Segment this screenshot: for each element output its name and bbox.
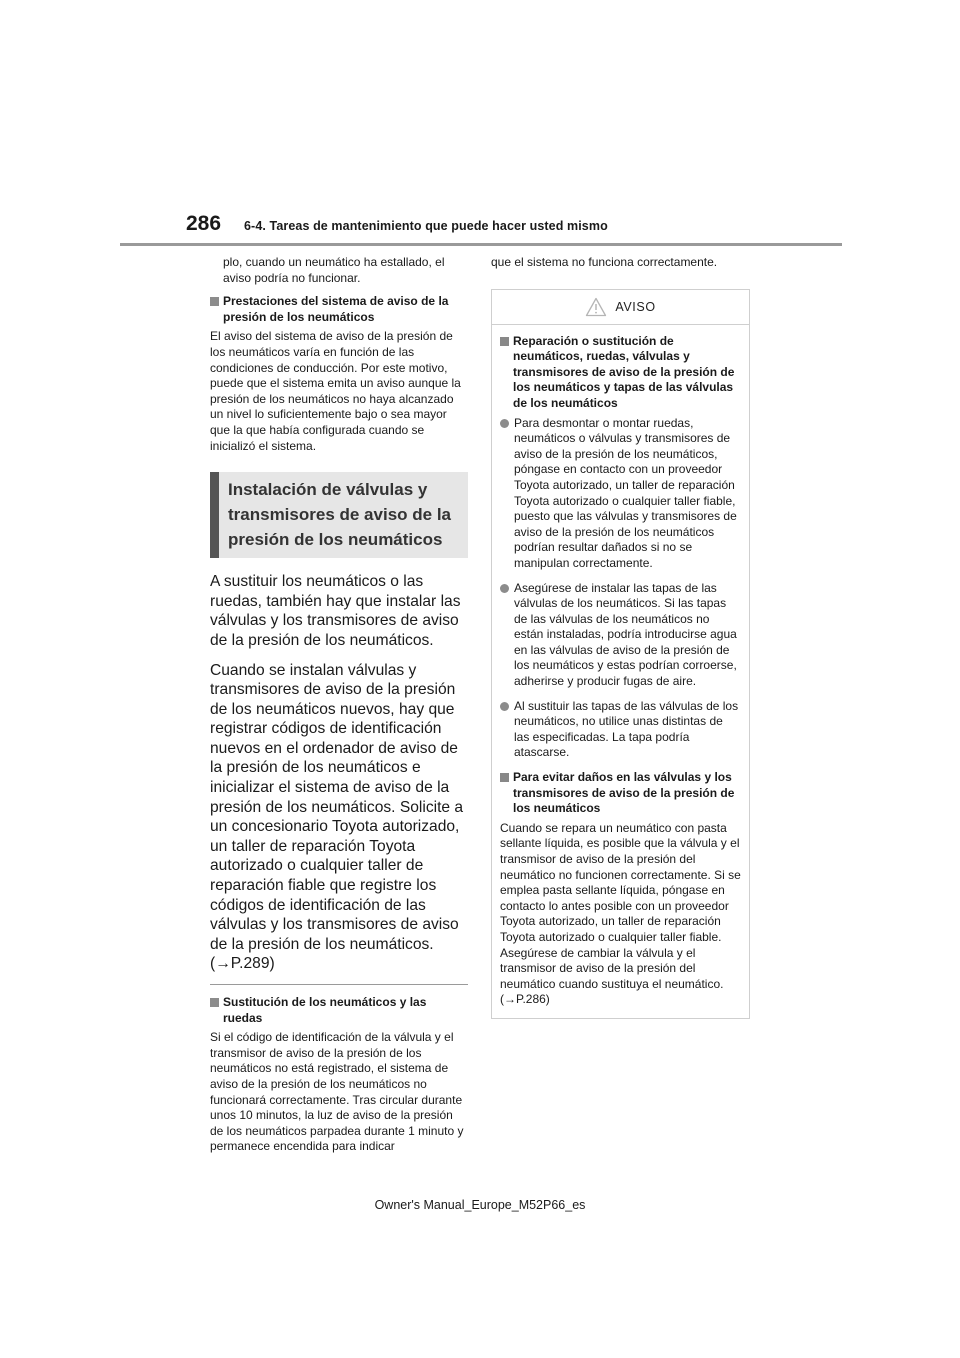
subsection-heading-replacement [210,995,468,1026]
page-number: 286 [186,212,222,235]
notice-bullet-text: Al sustituir las tapas de las válvulas de los neumáticos, no utilice unas distintas de las especificadas. La tapa podría atascarse. [514,698,739,760]
footer-text: Owner's Manual_Europe_M52P66_es [374,1198,586,1212]
warning-triangle-icon [585,297,607,317]
continued-text-right: que el sistema no funciona correctamente. [491,255,718,269]
square-bullet-icon [500,337,509,346]
right-column [491,255,750,1019]
circle-bullet-icon [500,702,509,711]
subsection-title: Prestaciones del sistema de aviso de la presión de los neumáticos [223,294,449,324]
circle-bullet-icon [500,584,509,593]
notice-bullet [500,699,741,761]
square-bullet-icon [210,297,219,306]
section-heading-box [210,472,468,558]
notice-box [491,289,750,1019]
notice-text: Cuando se repara un neumático con pasta sellante líquida, es posible que la válvula y el transmisor de aviso de la presión del neumático no funcionen correctamente. Si se emplea pasta sellante líquida, póngase en contacto lo antes posible con un proveedor Toyota autorizado, un taller de reparación Toyota autorizado o cualquier taller fiable. Asegúrese de cambiar la válvula y el transmisor de aviso de la presión del neumático cuando sustituya el neumático. (→P.286) [500,820,741,1007]
header-rule [120,243,842,246]
body-paragraph-2: Cuando se instalan válvulas y transmisores de aviso de la presión de los neumáticos nuevos, hay que registrar códigos de identificación nuevos en el ordenador de aviso de la presión de los neumáticos e inicializar el sistema de aviso de la presión de los neumáticos. Solicite a un concesionario Toyota autorizado, un taller de reparación Toyota autorizado o cualquier taller de reparación fiable que registre los códigos de identificación de las válvulas y los transmisores de aviso de la presión de los neumáticos. (→P.289) [210,661,464,973]
subsection-title: Sustitución de los neumáticos y las ruedas [223,995,427,1025]
circle-bullet-icon [500,419,509,428]
left-column [210,255,468,1163]
section-title: 6-4. Tareas de mantenimiento que puede hacer usted mismo [244,219,608,233]
section-heading: Instalación de válvulas y transmisores de aviso de la presión de los neumáticos [228,480,451,550]
continued-text-left: plo, cuando un neumático ha estallado, el aviso podría no funcionar. [223,255,445,285]
notice-body [492,325,749,1008]
body-paragraph-1: A sustituir los neumáticos o las ruedas, también hay que instalar las válvulas y los transmisores de aviso de la presión de los neumáticos. [210,573,461,649]
notice-heading-text: Para evitar daños en las válvulas y los transmisores de aviso de la presión de los neumáticos [513,770,735,816]
notice-heading-text: Reparación o sustitución de neumáticos, ruedas, válvulas y transmisores de aviso de la presión de los neumáticos y tapas de las válvulas de los neumáticos [513,333,735,410]
notice-label: AVISO [615,299,656,314]
subsection-text: El aviso del sistema de aviso de la presión de los neumáticos varía en función de las condiciones de conducción. Por este motivo, puede que el sistema emita un aviso aunque la presión de los neumáticos no haya alcanzado un nivel lo suficientemente bajo o sea mayor que la que había configurada cuando se inicializó el sistema. [210,329,461,453]
subsection-text: Si el código de identificación de la válvula y el transmisor de aviso de la presión de los neumáticos no está registrado, el sistema de aviso de la presión de los neumáticos no funcionará correctamente. Tras circular durante unos 10 minutos, la luz de aviso de la presión de los neumáticos parpadea durante 1 minuto y permanece encendida para indicar [210,1030,464,1154]
notice-bullet-text: Asegúrese de instalar las tapas de las válvulas de los neumáticos. Si las tapas de las válvulas de los neumáticos no están instaladas, podría introducirse agua en las válvulas de aviso de la presión de los neumáticos y estas podrían corroerse, adherirse y producir fugas de aire. [514,580,737,689]
subsection-heading-performance [210,294,468,325]
divider [210,984,468,985]
notice-bullet [500,581,741,690]
notice-heading-2 [500,770,741,817]
notice-heading-1 [500,334,741,412]
notice-bullet [500,416,741,572]
notice-bullet-text: Para desmontar o montar ruedas, neumáticos o válvulas y transmisores de aviso de la presión de los neumáticos, póngase en contacto con un proveedor Toyota autorizado, un taller de reparación Toyota autorizado o cualquier taller fiable, puesto que las válvulas y transmisores de aviso de la presión de los neumáticos podrían resultar dañados si no se manipulan correctamente. [514,415,737,570]
square-bullet-icon [210,998,219,1007]
notice-header [492,290,749,325]
square-bullet-icon [500,773,509,782]
